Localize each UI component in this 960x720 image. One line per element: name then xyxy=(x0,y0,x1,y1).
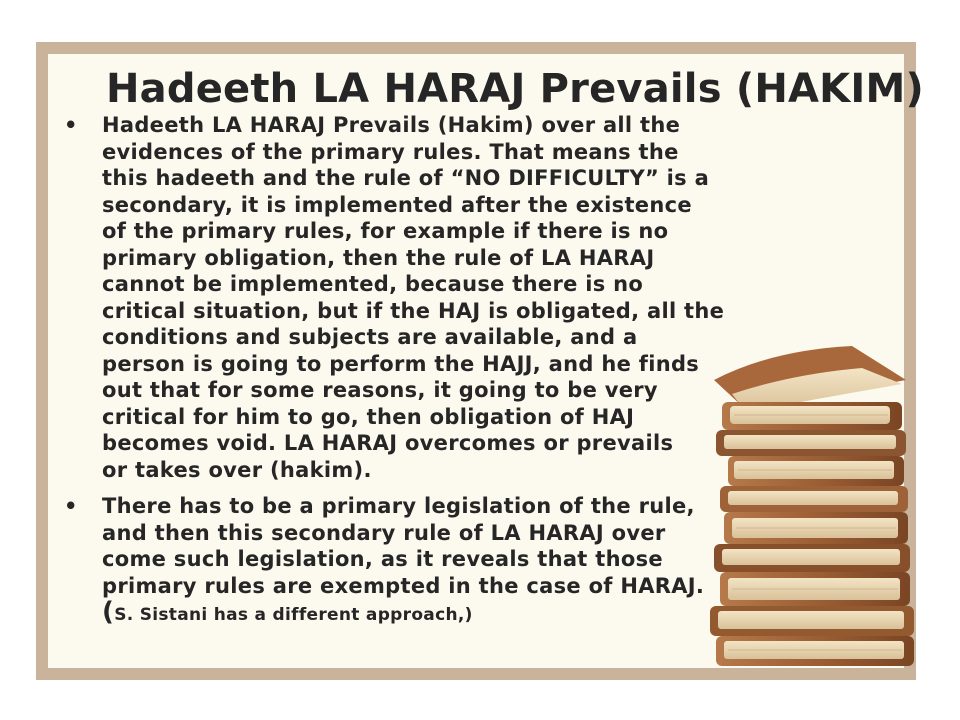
bullet-line: conditions and subjects are available, and a xyxy=(102,325,638,349)
bullet-line: person is going to perform the HAJJ, and he finds xyxy=(102,351,700,376)
slide-title: Hadeeth LA HARAJ Prevails (HAKIM) xyxy=(106,66,924,112)
bullet-item xyxy=(62,493,762,629)
bullet-line: critical situation, but if the HAJ is obligated, all the xyxy=(102,298,725,323)
bullet-line: secondary, it is implemented after the existence xyxy=(102,192,692,217)
bullet-line: critical for him to go, then obligation of HAJ xyxy=(102,404,635,429)
open-paren: ( xyxy=(102,597,115,627)
bullet-line: becomes void. LA HARAJ overcomes or prevails xyxy=(102,431,674,455)
bullet-line: evidences of the primary rules. That means the xyxy=(102,139,679,164)
bullet-line: primary obligation, then the rule of LA HARAJ xyxy=(102,245,655,270)
bullet-line: cannot be implemented, because there is no xyxy=(102,272,644,296)
bullet-line: There has to be a primary legislation of the rule, xyxy=(102,494,695,518)
note-text: S. Sistani has a different approach,) xyxy=(114,605,473,625)
bullet-line: out that for some reasons, it going to be very xyxy=(102,378,658,402)
bullet-line-last xyxy=(102,599,762,629)
bullet-line: come such legislation, as it reveals that those xyxy=(102,547,663,571)
bullet-line: this hadeeth and the rule of “NO DIFFICULTY” is a xyxy=(102,166,710,190)
bullet-line: and then this secondary rule of LA HARAJ over xyxy=(102,520,666,545)
bullet-line: Hadeeth LA HARAJ Prevails (Hakim) over all the xyxy=(102,113,681,137)
bullet-icon: • xyxy=(64,494,78,518)
bullet-line: or takes over (hakim). xyxy=(102,457,372,482)
bullet-line: of the primary rules, for example if there is no xyxy=(102,219,669,243)
bullet-icon: • xyxy=(64,113,78,137)
bullet-item xyxy=(62,112,762,483)
slide-body xyxy=(62,112,762,629)
bullet-line: primary rules are exempted in the case of HARAJ. xyxy=(102,573,705,598)
